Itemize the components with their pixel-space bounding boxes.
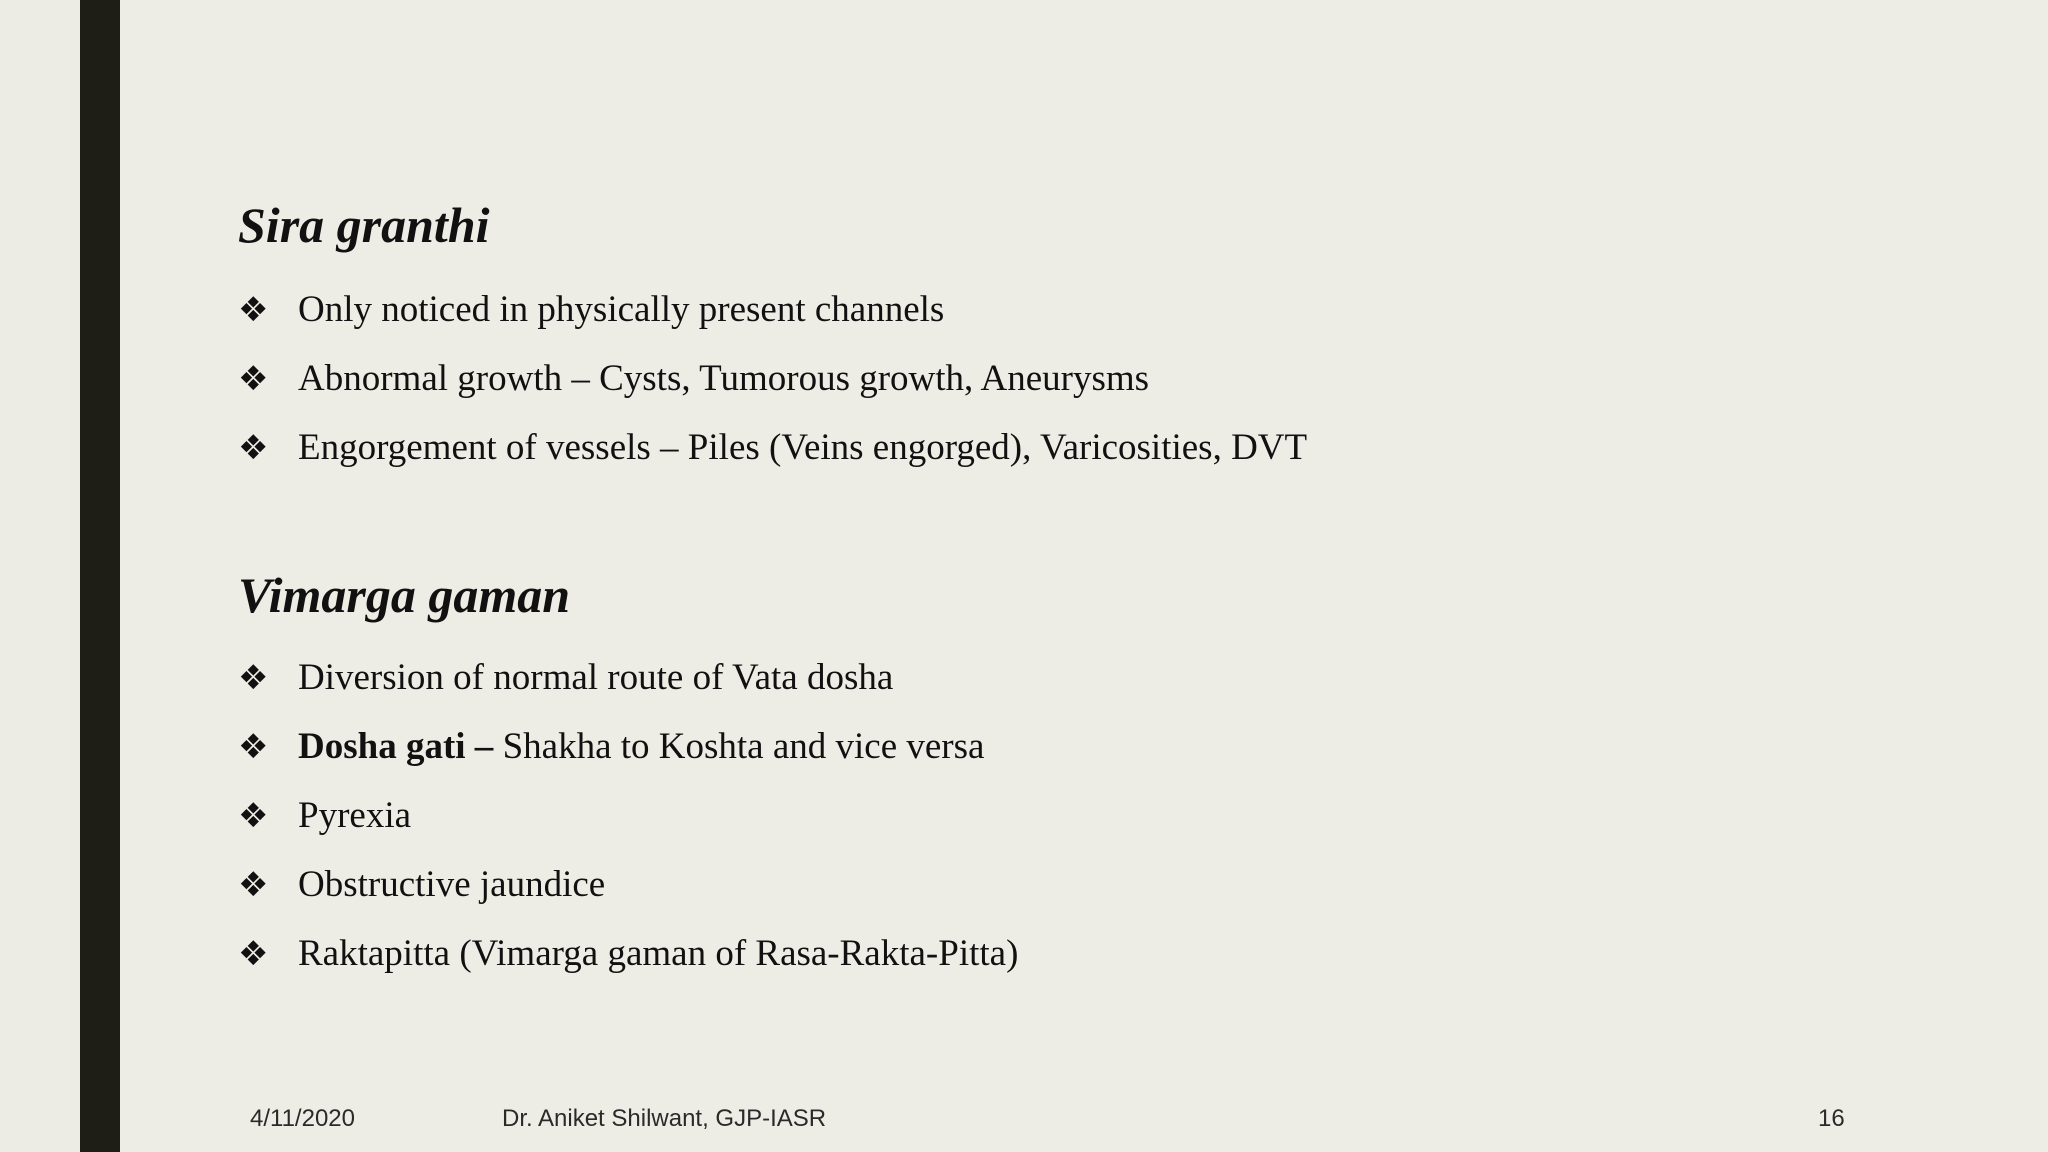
footer-author: Dr. Aniket Shilwant, GJP-IASR xyxy=(502,1105,827,1132)
section-heading-vimarga-gaman: Vimarga gaman xyxy=(238,567,571,623)
accent-bar xyxy=(80,0,120,1152)
section-heading-sira-granthi: Sira granthi xyxy=(238,197,490,253)
list-item-text: Pyrexia xyxy=(298,795,412,836)
list-item-text: Raktapitta (Vimarga gaman of Rasa-Rakta-Pitta) xyxy=(298,933,1019,974)
list-item xyxy=(238,344,1307,413)
four-diamond-bullet-icon: ❖ xyxy=(238,427,269,468)
left-margin-strip xyxy=(0,0,80,1152)
four-diamond-bullet-icon: ❖ xyxy=(238,726,269,767)
footer-page-number: 16 xyxy=(1818,1105,1845,1132)
list-item-remainder: Shakha to Koshta and vice versa xyxy=(493,726,985,767)
list-item-text xyxy=(298,725,984,768)
list-item-text: Engorgement of vessels – Piles (Veins engorged), Varicosities, DVT xyxy=(298,427,1308,468)
footer-date: 4/11/2020 xyxy=(250,1105,355,1132)
sira-granthi-list xyxy=(238,275,1307,482)
list-item xyxy=(238,413,1307,482)
list-item xyxy=(238,712,1018,781)
four-diamond-bullet-icon: ❖ xyxy=(238,289,269,330)
four-diamond-bullet-icon: ❖ xyxy=(238,933,269,974)
list-item-text: Diversion of normal route of Vata dosha xyxy=(298,657,894,698)
vimarga-gaman-list xyxy=(238,643,1018,988)
list-item xyxy=(238,850,1018,919)
four-diamond-bullet-icon: ❖ xyxy=(238,864,269,905)
four-diamond-bullet-icon: ❖ xyxy=(238,657,269,698)
list-item-text: Obstructive jaundice xyxy=(298,864,606,905)
list-item-bold-term: Dosha gati – xyxy=(298,726,494,767)
list-item xyxy=(238,275,1307,344)
list-item-text: Abnormal growth – Cysts, Tumorous growth, Aneurysms xyxy=(298,358,1150,399)
list-item-text: Only noticed in physically present channels xyxy=(298,289,945,330)
four-diamond-bullet-icon: ❖ xyxy=(238,795,269,836)
list-item xyxy=(238,781,1018,850)
four-diamond-bullet-icon: ❖ xyxy=(238,358,269,399)
list-item xyxy=(238,919,1018,988)
list-item xyxy=(238,643,1018,712)
